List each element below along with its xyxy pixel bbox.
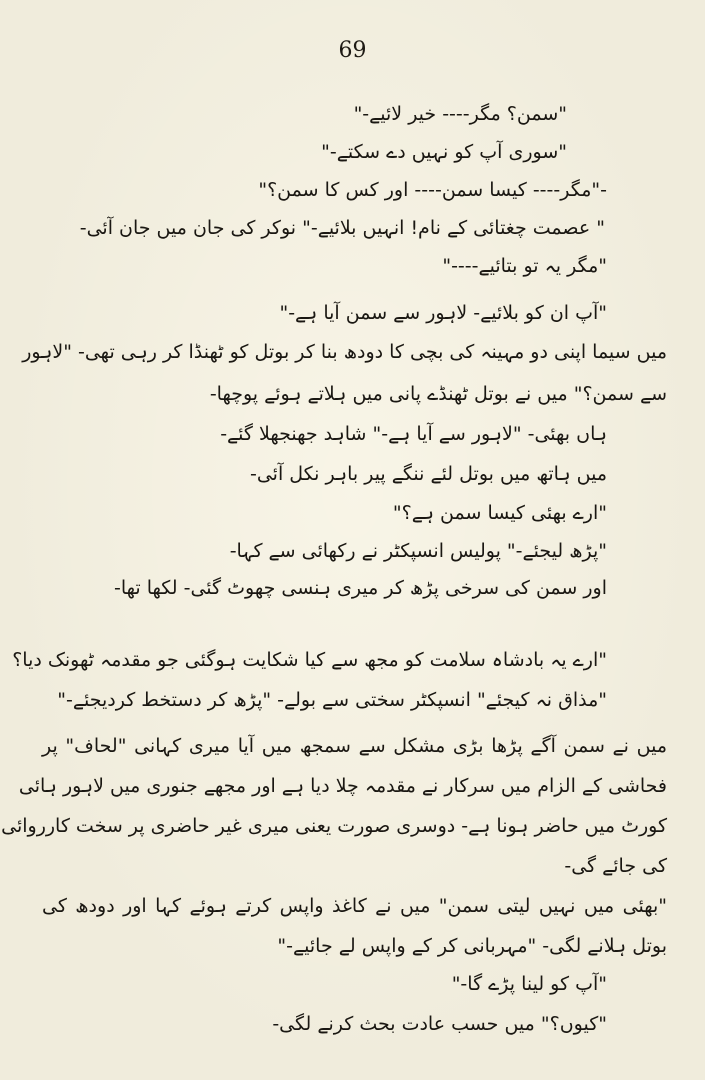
text-line: "پڑھ لیجئے-" پولیس انسپکٹر نے رکھائی سے کہا-: [229, 540, 607, 562]
text-line: "آپ کو لینا پڑے گا-": [451, 973, 607, 995]
page-number: 69: [338, 38, 367, 63]
text-line: "سمن؟ مگر---- خیر لائیے-": [353, 103, 567, 125]
text-line: "آپ ان کو بلائیے- لاہور سے سمن آیا ہے-": [279, 302, 607, 324]
text-line: اور سمن کی سرخی پڑھ کر میری ہنسی چھوٹ گئی- لکھا تھا-: [114, 577, 607, 599]
text-line: ہاں بھئی- "لاہور سے آیا ہے-" شاہد جھنجھلا گئے-: [220, 423, 607, 445]
text-line: "مگر یہ تو بتائیے----": [442, 255, 607, 277]
text-line: "سوری آپ کو نہیں دے سکتے-": [321, 141, 567, 163]
text-line: "کیوں؟" میں حسب عادت بحث کرنے لگی-: [272, 1013, 607, 1035]
text-line: میں نے سمن آگے پڑھا بڑی مشکل سے سمجھ میں آیا میری کہانی "لحاف" پر: [42, 735, 667, 757]
text-line: "بھئی میں نہیں لیتی سمن" میں نے کاغذ واپس کرتے ہوئے کہا اور دودھ کی: [42, 895, 667, 917]
text-line: "ارے یہ بادشاہ سلامت کو مجھ سے کیا شکایت ہوگئی جو مقدمہ ٹھونک دیا؟: [12, 649, 607, 671]
text-line: " عصمت چغتائی کے نام! انہیں بلائیے-" نوکر کی جان میں جان آئی-: [79, 217, 605, 239]
text-line: کورٹ میں حاضر ہونا ہے- دوسری صورت یعنی میری غیر حاضری پر سخت کارروائی: [1, 815, 667, 837]
text-line: "ارے بھئی کیسا سمن ہے؟": [392, 502, 607, 524]
text-line: بوتل ہلانے لگی- "مہربانی کر کے واپس لے جائیے-": [277, 935, 667, 957]
text-line: میں سیما اپنی دو مہینہ کی بچی کا دودھ بنا کر بوتل کو ٹھنڈا کر رہی تھی- "لاہور: [22, 341, 667, 363]
text-line: کی جائے گی-: [564, 855, 667, 877]
text-line: "مذاق نہ کیجئے" انسپکٹر سختی سے بولے- "پڑھ کر دستخط کردیجئے-": [57, 689, 607, 711]
text-line: میں ہاتھ میں بوتل لئے ننگے پیر باہر نکل آئی-: [249, 463, 607, 485]
text-line: -"مگر---- کیسا سمن---- اور کس کا سمن؟": [258, 179, 607, 201]
text-line: سے سمن؟" میں نے بوتل ٹھنڈے پانی میں ہلاتے ہوئے پوچھا-: [209, 383, 667, 405]
text-line: فحاشی کے الزام میں سرکار نے مقدمہ چلا دیا ہے اور مجھے جنوری میں لاہور ہائی: [18, 775, 667, 797]
